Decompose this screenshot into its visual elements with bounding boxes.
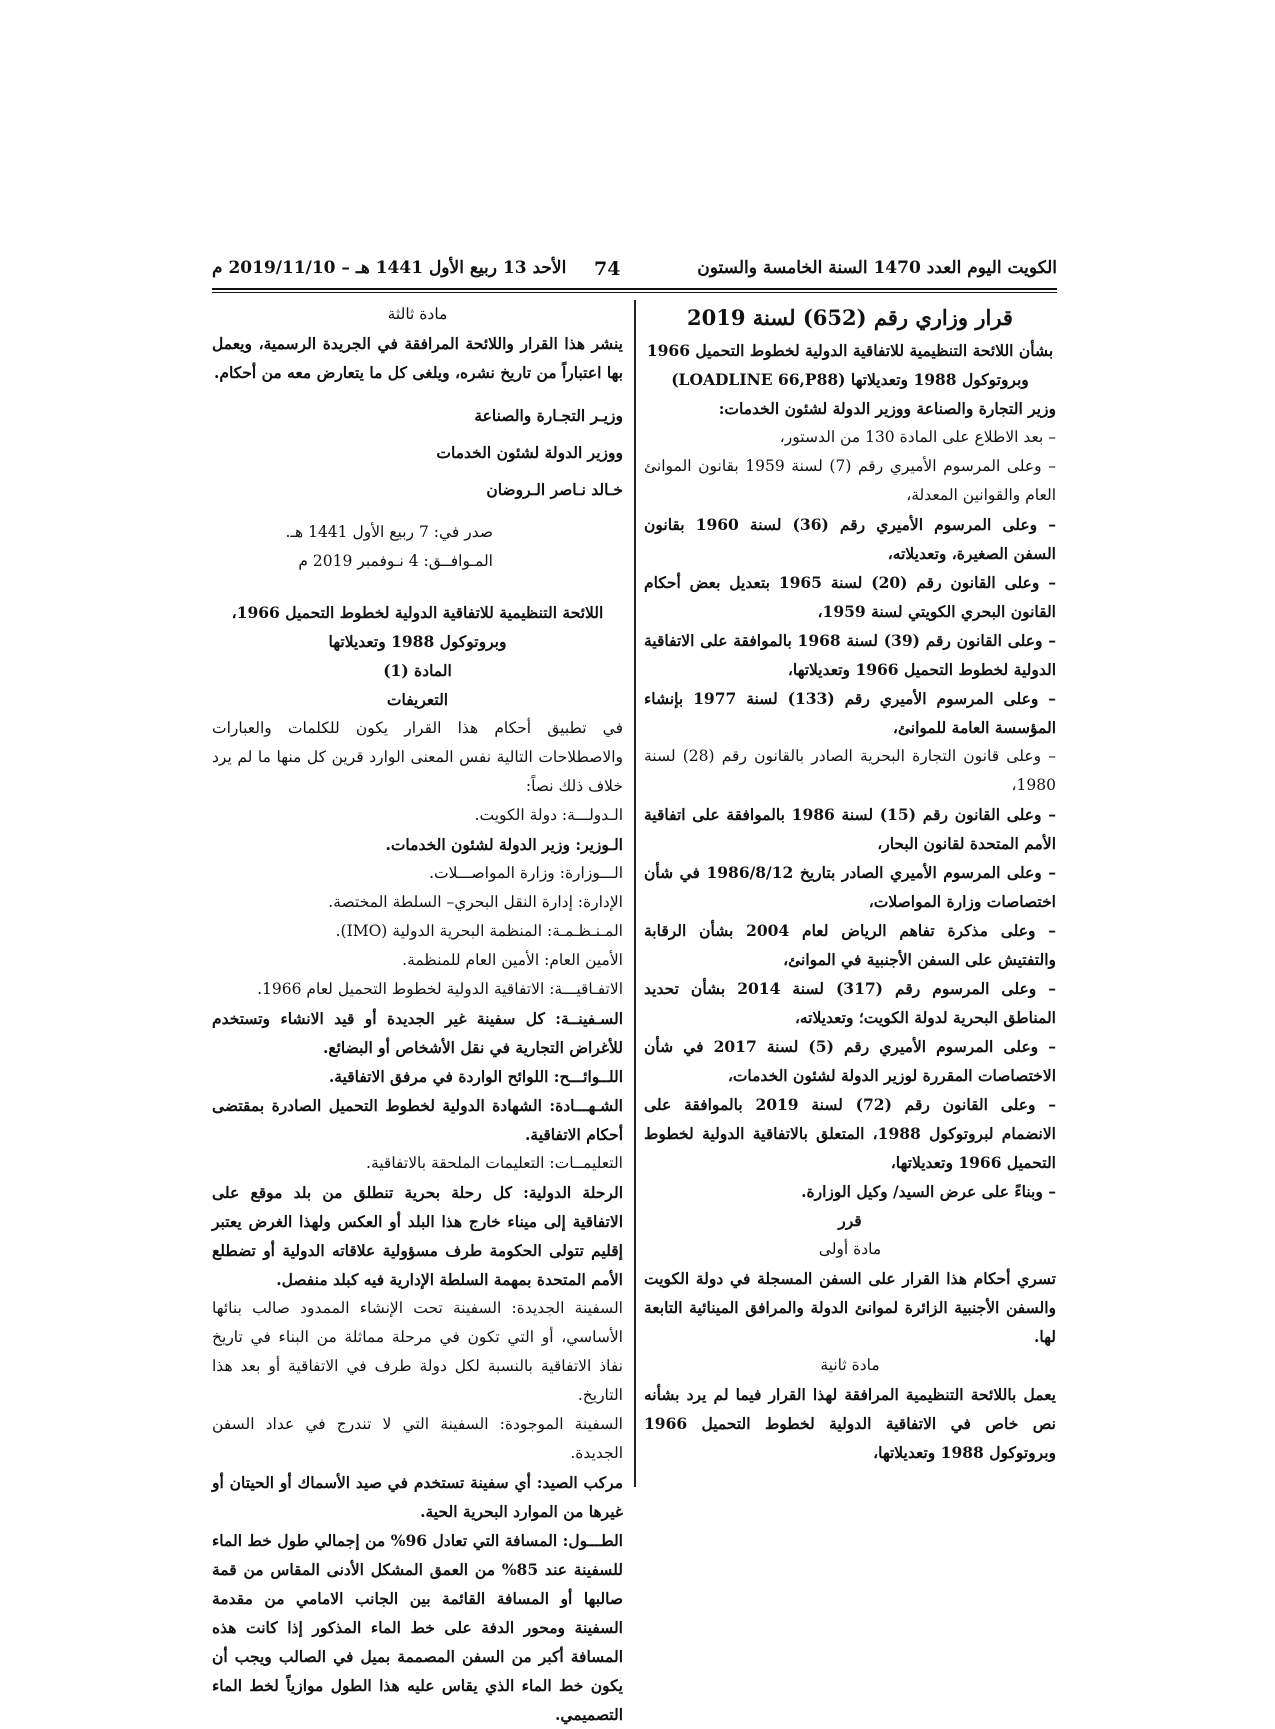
- signatory-title-1: وزيـر التجـارة والصناعة: [474, 406, 623, 425]
- regulation-title-2: وبروتوكول 1988 وتعديلاتها: [328, 632, 507, 651]
- definition-item: التعليمــات: التعليمات الملحقة بالاتفاقية.: [366, 1154, 623, 1172]
- page-header: [212, 256, 1057, 290]
- signatory-title-2: ووزير الدولة لشئون الخدمات: [436, 443, 623, 462]
- recital: – وعلى القانون رقم (20) لسنة 1965 بتعديل بعض أحكام القانون البحري الكويتي لسنة 1959،: [644, 573, 1056, 621]
- recital: – وعلى مذكرة تفاهم الرياض لعام 2004 بشأن الرقابة والتفتيش على السفن الأجنبية في الموانئ،: [644, 921, 1056, 969]
- article-1-text: تسري أحكام هذا القرار على السفن المسجلة في دولة الكويت والسفن الأجنبية الزائرة لموانئ الدولة والمرافق المينائية التابعة لها.: [644, 1269, 1056, 1346]
- recital: – وعلى المرسوم الأميري رقم (133) لسنة 1977 بإنشاء المؤسسة العامة للموانئ،: [644, 689, 1056, 737]
- decree-title: قرار وزاري رقم (652) لسنة 2019: [687, 305, 1013, 330]
- recital: – وعلى المرسوم الأميري رقم (36) لسنة 1960 بقانون السفن الصغيرة، وتعديلاته،: [644, 515, 1056, 563]
- recital: – وعلى المرسوم رقم (317) لسنة 2014 بشأن تحديد المناطق البحرية لدولة الكويت؛ وتعديلاته،: [644, 979, 1056, 1027]
- definition-item: الشـهـــادة: الشهادة الدولية لخطوط التحميل الصادرة بمقتضى أحكام الاتفاقية.: [212, 1096, 623, 1144]
- decree-subject-line-2: وبروتوكول 1988 وتعديلاتها (LOADLINE 66,P88): [671, 370, 1029, 389]
- definition-item: الـــوزارة: وزارة المواصـــلات.: [429, 864, 623, 882]
- definitions-heading: التعريفات: [386, 690, 449, 709]
- recital: – بعد الاطلاع على المادة 130 من الدستور،: [779, 428, 1056, 446]
- definition-item: الـدولـــة: دولة الكويت.: [474, 806, 623, 824]
- decree-intro: وزير التجارة والصناعة ووزير الدولة لشئون الخدمات:: [718, 399, 1056, 418]
- article-label: المادة (1): [383, 661, 452, 680]
- recital: – وبناءً على عرض السيد/ وكيل الوزارة.: [801, 1182, 1056, 1201]
- left-column: [212, 300, 623, 1729]
- issue-date: صدر في: 7 ربيع الأول 1441 هـ.: [285, 523, 493, 541]
- definition-item: الأمين العام: الأمين العام للمنظمة.: [402, 951, 623, 969]
- recital: – وعلى القانون رقم (72) لسنة 2019 بالموافقة على الانضمام لبروتوكول 1988، المتعلق بالاتفاقية الدولية لخطوط التحميل 1966 وتعديلاتها،: [644, 1095, 1056, 1172]
- definition-item: الـوزير: وزير الدولة لشئون الخدمات.: [385, 835, 623, 854]
- definition-item: السـفينــة: كل سفينة غير الجديدة أو قيد الانشاء وتستخدم للأغراض التجارية في نقل الأشخاص أو البضائع.: [212, 1009, 623, 1057]
- recital: – وعلى القانون رقم (15) لسنة 1986 بالموافقة على اتفاقية الأمم المتحدة لقانون البحار،: [644, 805, 1056, 853]
- regulation-title: اللائحة التنظيمية للاتفاقية الدولية لخطوط التحميل 1966،: [231, 603, 604, 622]
- recital: – وعلى القانون رقم (39) لسنة 1968 بالموافقة على الاتفاقية الدولية لخطوط التحميل 1966 وتعديلاتها،: [644, 631, 1056, 679]
- article-1-heading: مادة أولى: [818, 1240, 882, 1258]
- recital: – وعلى المرسوم الأميري رقم (5) لسنة 2017 في شأن الاختصاصات المقررة لوزير الدولة لشئون الخدمات،: [644, 1037, 1057, 1085]
- definitions-intro: في تطبيق أحكام هذا القرار يكون للكلمات والعبارات والاصطلاحات التالية نفس المعنى الوارد قرين كل منها ما لم يرد خلاف ذلك نصاً:: [212, 719, 623, 795]
- definition-item: المـنـظـمـة: المنظمة البحرية الدولية (IMO).: [335, 922, 623, 940]
- header-issue-info: الكويت اليوم العدد 1470 السنة الخامسة والستون: [697, 258, 1057, 278]
- column-divider: [634, 300, 636, 1487]
- definition-item: الطـــول: المسافة التي تعادل 96% من إجمالي طول خط الماء للسفينة عند 85% من العمق المشكل الأدنى المقاس من قمة صالبها أو المسافة القائمة بين الجانب الامامي من مقدمة السفينة ومحور الدفة على خط الماء المذكور إذا كانت هذه المسافة أكبر من السفن المصممة بميل في الصالب ويجب أن يكون خط الماء الذي يقاس عليه هذا الطول موازياً لخط الماء التصميمي.: [212, 1531, 623, 1724]
- signatory-name: خـالد نـاصر الـروضان: [486, 480, 623, 499]
- definition-item: الرحلة الدولية: كل رحلة بحرية تنطلق من بلد موقع على الاتفاقية إلى ميناء خارج هذا البلد أو العكس ولهذا الغرض يعتبر إقليم تتولى الحكومة طرف مسؤولية علاقاته الدولية أو تضطلع الأمم المتحدة بمهمة السلطة الإدارية فيه كبلد منفصل.: [212, 1183, 623, 1289]
- definition-item: مركب الصيد: أي سفينة تستخدم في صيد الأسماك أو الحيتان أو غيرها من الموارد البحرية الحية.: [212, 1473, 623, 1521]
- article-3-heading: مادة ثالثة: [387, 305, 448, 323]
- definition-item: الإدارة: إدارة النقل البحري– السلطة المختصة.: [328, 893, 623, 911]
- definition-item: السفينة الجديدة: السفينة تحت الإنشاء الممدود صالب بنائها الأساسي، أو التي تكون في مرحلة مماثلة من البناء في تاريخ نفاذ الاتفاقية بالنسبة لكل دولة طرف في الاتفاقية أو بعد هذا التاريخ.: [212, 1299, 623, 1404]
- right-column: [644, 300, 1056, 1467]
- recital: – وعلى قانون التجارة البحرية الصادر بالقانون رقم (28) لسنة 1980،: [644, 747, 1056, 794]
- decided-heading: قرر: [838, 1211, 862, 1230]
- article-2-text: يعمل باللائحة التنظيمية المرافقة لهذا القرار فيما لم يرد بشأنه نص خاص في الاتفاقية الدولية لخطوط التحميل 1966 وبروتوكول 1988 وتعديلاتها،: [644, 1385, 1056, 1462]
- page-number: 74: [594, 258, 621, 280]
- definition-item: السفينة الموجودة: السفينة التي لا تندرج في عداد السفن الجديدة.: [212, 1415, 623, 1462]
- article-3-text: ينشر هذا القرار واللائحة المرافقة في الجريدة الرسمية، ويعمل بها اعتباراً من تاريخ نشره، ويلغى كل ما يتعارض معه من أحكام.: [212, 334, 623, 382]
- corresponding-date: المـوافــق: 4 نـوفمبر 2019 م: [298, 552, 493, 570]
- recital: – وعلى المرسوم الأميري رقم (7) لسنة 1959 بقانون الموانئ العام والقوانين المعدلة،: [644, 457, 1056, 504]
- article-2-heading: مادة ثانية: [820, 1356, 880, 1374]
- header-rule: [212, 288, 1057, 293]
- definition-item: اللــوائـــح: اللوائح الواردة في مرفق الاتفاقية.: [328, 1067, 623, 1086]
- recital: – وعلى المرسوم الأميري الصادر بتاريخ 1986/8/12 في شأن اختصاصات وزارة المواصلات،: [644, 863, 1056, 911]
- decree-subject-line-1: بشأن اللائحة التنظيمية للاتفاقية الدولية لخطوط التحميل 1966: [646, 341, 1054, 360]
- header-date: الأحد 13 ربيع الأول 1441 هـ – 2019/11/10 م: [212, 258, 567, 278]
- definition-item: الاتفـاقيـــة: الاتفاقية الدولية لخطوط التحميل لعام 1966.: [257, 980, 623, 998]
